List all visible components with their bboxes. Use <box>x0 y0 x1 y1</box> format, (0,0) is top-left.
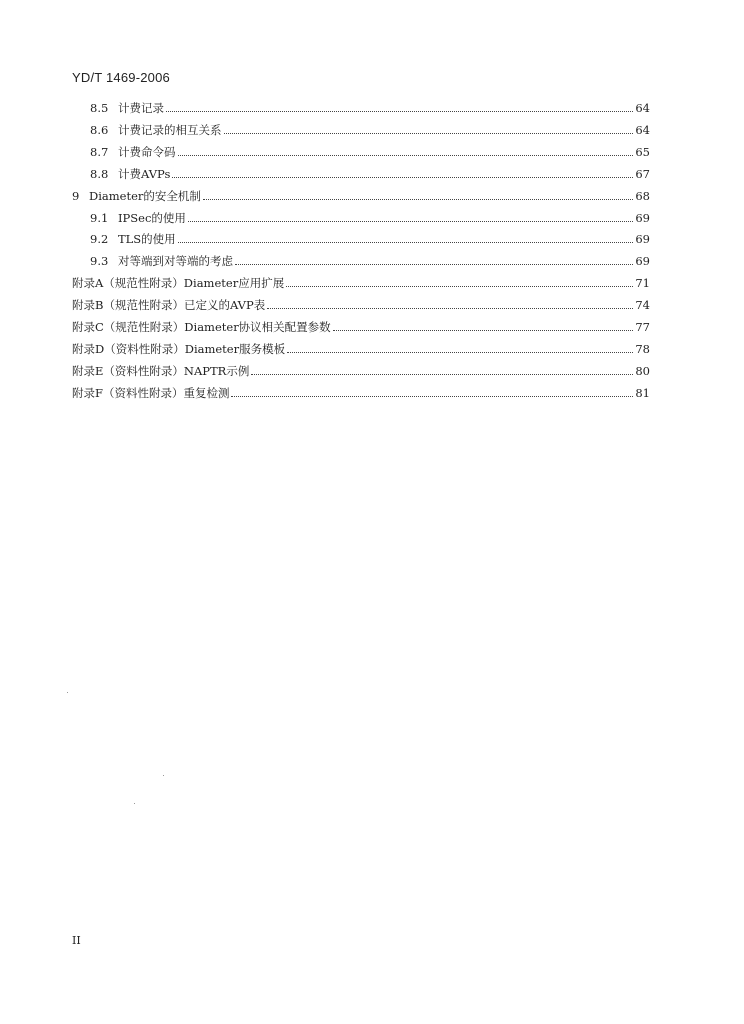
toc-title: 附录C（规范性附录）Diameter协议相关配置参数 <box>72 320 331 334</box>
dot-leader <box>251 374 633 375</box>
dot-leader <box>203 199 633 200</box>
toc-page-number: 81 <box>635 385 650 400</box>
toc-page-number: 67 <box>635 166 650 181</box>
toc-section-number: 8.5 <box>90 101 109 115</box>
dot-leader <box>178 155 634 156</box>
toc-title: 附录B（规范性附录）已定义的AVP表 <box>72 298 266 313</box>
toc-entry[interactable] <box>90 226 650 246</box>
toc-page-number: 69 <box>635 254 650 269</box>
toc-section-number: 9.1 <box>90 210 109 225</box>
toc-page-number: 68 <box>635 188 650 203</box>
toc-section-number: 8.7 <box>90 144 109 159</box>
toc-page-number: 78 <box>635 341 650 356</box>
toc-title: 对等端到对等端的考虑 <box>118 254 233 269</box>
toc-page-number: 77 <box>635 320 650 334</box>
dot-leader <box>166 111 633 112</box>
dot-leader <box>235 264 633 265</box>
toc-page-number: 69 <box>635 232 650 247</box>
toc-title: Diameter的安全机制 <box>89 188 201 203</box>
toc-section-number: 8.6 <box>90 122 109 137</box>
toc-page-number: 74 <box>635 298 650 313</box>
toc-entry[interactable] <box>72 292 650 312</box>
toc-entry[interactable] <box>90 117 650 137</box>
toc-title: IPSec的使用 <box>118 210 186 225</box>
toc-section-number: 9.2 <box>90 232 109 247</box>
toc-title: 计费记录的相互关系 <box>118 122 222 137</box>
toc-entry[interactable] <box>90 205 650 225</box>
toc-page-number: 65 <box>635 144 650 159</box>
toc-page-number: 71 <box>635 276 650 291</box>
toc-entry[interactable] <box>90 248 650 268</box>
toc-title: 计费命令码 <box>118 144 176 159</box>
toc-entry[interactable] <box>72 314 650 334</box>
toc-title: 附录F（资料性附录）重复检测 <box>72 385 230 400</box>
toc-title: 计费AVPs <box>118 166 171 181</box>
toc-entry[interactable] <box>90 161 650 181</box>
toc-title: TLS的使用 <box>118 232 176 247</box>
toc-section-number: 9 <box>72 188 80 203</box>
toc-entry[interactable] <box>72 380 650 400</box>
dot-leader <box>287 352 633 353</box>
dot-leader <box>172 177 633 178</box>
scan-speck <box>67 692 68 693</box>
dot-leader <box>224 133 634 134</box>
dot-leader <box>267 308 633 309</box>
dot-leader <box>231 396 633 397</box>
toc-title: 附录E（资料性附录）NAPTR示例 <box>72 363 250 378</box>
toc-entry[interactable] <box>72 270 650 290</box>
dot-leader <box>178 242 634 243</box>
toc-section-number: 9.3 <box>90 254 109 269</box>
toc-entry[interactable] <box>72 183 650 203</box>
toc-entry[interactable] <box>90 95 650 115</box>
scan-speck <box>134 803 135 804</box>
toc-entry[interactable] <box>90 139 650 159</box>
toc-section-number: 8.8 <box>90 166 109 181</box>
dot-leader <box>188 221 633 222</box>
page-number: II <box>72 934 81 947</box>
toc-entry[interactable] <box>72 358 650 378</box>
toc-page-number: 69 <box>635 210 650 225</box>
toc-title: 附录A（规范性附录）Diameter应用扩展 <box>72 276 285 291</box>
toc-title: 附录D（资料性附录）Diameter服务模板 <box>72 341 286 356</box>
toc-entry[interactable] <box>72 336 650 356</box>
dot-leader <box>286 286 633 287</box>
dot-leader <box>333 330 634 331</box>
toc-page-number: 64 <box>635 122 650 137</box>
toc-title: 计费记录 <box>118 101 164 115</box>
toc-page-number: 80 <box>635 363 650 378</box>
document-header: YD/T 1469-2006 <box>72 70 170 85</box>
scan-speck <box>163 775 164 776</box>
toc-page-number: 64 <box>635 101 650 115</box>
